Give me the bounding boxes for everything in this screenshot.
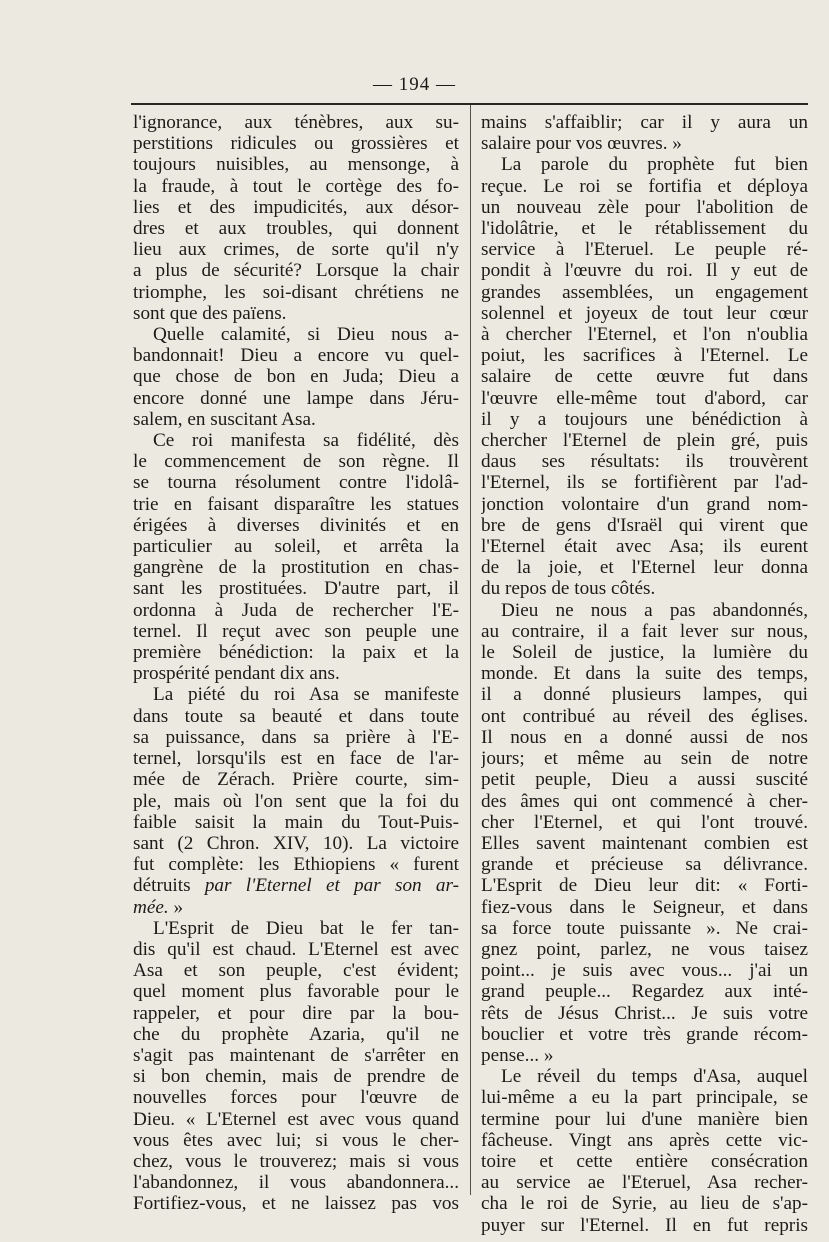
text-line-content: toujours nuisibles, au mensonge, à — [133, 154, 459, 176]
text-line-content: La parole du prophète fut bien — [501, 154, 808, 176]
text-line — [133, 345, 459, 366]
text-line-content: salem, en suscitant Asa. — [133, 408, 316, 430]
text-line-content: La piété du roi Asa se manifeste — [153, 684, 459, 706]
text-line — [481, 684, 808, 705]
text-line — [133, 854, 459, 875]
text-line — [133, 875, 459, 896]
text-line-content: pondit à l'œuvre du roi. Il y eut de — [481, 260, 808, 282]
text-line-content: monde. Et dans la suite des temps, — [481, 663, 808, 685]
text-line — [481, 345, 808, 366]
text-line — [481, 706, 808, 727]
text-line — [133, 409, 459, 430]
text-line — [133, 218, 459, 239]
right-column — [481, 112, 808, 1236]
text-line — [133, 1024, 459, 1045]
text-line — [133, 366, 459, 387]
text-line — [481, 218, 808, 239]
text-line-content: lui-même a eu la part principale, se — [481, 1087, 808, 1109]
text-line-content: le Soleil de justice, la lumière du — [481, 642, 808, 664]
text-line-content: Dieu ne nous a pas abandonnés, — [501, 599, 808, 621]
text-line-content: du repos de tous côtés. — [481, 578, 656, 600]
text-line — [133, 1151, 459, 1172]
text-line — [481, 727, 808, 748]
text-line — [481, 176, 808, 197]
text-line — [481, 939, 808, 960]
text-line-content: détruits — [133, 875, 205, 897]
text-line — [133, 748, 459, 769]
text-line-content: salaire pour vos œuvres. » — [481, 133, 682, 155]
text-line-content: vous êtes avec lui; si vous le cher- — [133, 1129, 459, 1151]
text-line — [481, 918, 808, 939]
text-line-content: sont que des païens. — [133, 302, 287, 324]
text-line — [481, 600, 808, 621]
text-line — [133, 727, 459, 748]
text-line-content: sa force toute puissante ». Ne crai- — [481, 917, 808, 939]
text-line — [133, 621, 459, 642]
text-line-content: pense... » — [481, 1044, 554, 1066]
text-line — [481, 1193, 808, 1214]
text-line — [481, 154, 808, 175]
text-line — [133, 663, 459, 684]
text-line — [481, 451, 808, 472]
text-line-content: gnez point, parlez, ne vous taisez — [481, 938, 808, 960]
text-line — [481, 494, 808, 515]
text-line-content: mains s'affaiblir; car il y aura un — [481, 112, 808, 133]
text-line-content: l'œuvre elle-même tout d'abord, car — [481, 387, 808, 409]
text-line — [133, 1045, 459, 1066]
text-line — [133, 1066, 459, 1087]
text-line-content: Elles savent maintenant combien est — [481, 832, 808, 854]
text-line-content: trie en faisant disparaître les statues — [133, 493, 459, 515]
text-line-content: ordonna à Juda de rechercher l'E- — [133, 599, 459, 621]
text-line — [133, 600, 459, 621]
text-line-content: des âmes qui ont commencé à cher- — [481, 790, 808, 812]
text-line — [133, 112, 459, 133]
text-line-content: daus ses résultats: ils trouvèrent — [481, 451, 808, 473]
text-line — [481, 557, 808, 578]
text-line-content: cha le roi de Syrie, au lieu de s'ap- — [481, 1193, 808, 1215]
italic-quote: par l'Eternel et par son ar- — [204, 875, 459, 897]
text-line-content: la fraude, à tout le cortège des fo- — [133, 175, 459, 197]
text-line — [481, 748, 808, 769]
text-line-content: fâcheuse. Vingt ans après cette vic- — [481, 1129, 808, 1151]
text-line — [481, 1130, 808, 1151]
text-line-content: grand peuple... Regardez aux inté- — [481, 981, 808, 1003]
text-line — [133, 981, 459, 1002]
text-line-content: Le réveil du temps d'Asa, auquel — [501, 1066, 808, 1088]
text-line — [481, 769, 808, 790]
text-line — [481, 1066, 808, 1087]
text-line-content: L'Esprit de Dieu bat le fer tan- — [153, 917, 459, 939]
text-line-content: lies et des impudicités, aux désor- — [133, 196, 459, 218]
text-line — [481, 1215, 808, 1236]
text-line — [133, 324, 459, 345]
text-line — [133, 706, 459, 727]
text-line-content: sant les prostituées. D'autre part, il — [133, 578, 459, 600]
text-line-content: sant (2 Chron. XIV, 10). La victoire — [133, 832, 459, 854]
text-line-content: cher l'Eternel, et qui l'ont trouvé. — [481, 811, 808, 833]
text-line — [133, 494, 459, 515]
text-line-content: à chercher l'Eternel, et l'on n'oublia — [481, 324, 808, 346]
text-line — [481, 981, 808, 1002]
text-line-content: se tourna résolument contre l'idolâ- — [133, 472, 459, 494]
text-line — [481, 133, 808, 154]
text-line — [481, 282, 808, 303]
text-line-content: poiut, les sacrifices à l'Eternel. Le — [481, 345, 808, 367]
text-line-content: Ce roi manifesta sa fidélité, dès — [153, 430, 459, 452]
text-line — [133, 197, 459, 218]
text-line — [481, 833, 808, 854]
text-line — [133, 536, 459, 557]
text-line-content: perstitions ridicules ou grossières et — [133, 133, 459, 155]
text-line-content: ternel, lorsqu'ils est en face de l'ar- — [133, 748, 459, 770]
text-line-content: au contraire, il a fait lever sur nous, — [481, 620, 808, 642]
text-line-content: l'Eternel, ils se fortifièrent par l'ad- — [481, 472, 808, 494]
text-line-content: mée de Zérach. Prière courte, sim- — [133, 769, 459, 791]
text-line — [133, 176, 459, 197]
text-line-content: bre de gens d'Israël qui virent que — [481, 514, 808, 536]
text-line — [133, 684, 459, 705]
text-line — [133, 430, 459, 451]
text-line-content: jours; et même au sein de notre — [481, 748, 808, 770]
text-line-content: l'abandonnez, il vous abandonnera... — [133, 1172, 459, 1194]
text-line-content: solennel et joyeux de tout leur cœur — [481, 302, 808, 324]
text-line-content: érigées à diverses divinités et en — [133, 514, 459, 536]
page-number: — 194 — — [373, 74, 456, 95]
text-line-content: il a donné plusieurs lampes, qui — [481, 684, 808, 706]
text-line-content: jonction volontaire d'un grand nom- — [481, 493, 808, 515]
italic-quote: mée. — [133, 896, 169, 918]
text-line — [481, 897, 808, 918]
text-line-content: point... je suis avec vous... j'ai un — [481, 960, 808, 982]
text-line — [133, 939, 459, 960]
text-line-content: grande et précieuse sa délivrance. — [481, 854, 808, 876]
text-line-content: a plus de sécurité? Lorsque la chair — [133, 260, 459, 282]
text-line-content: sa puissance, dans sa prière à l'E- — [133, 726, 459, 748]
text-line — [481, 854, 808, 875]
text-line — [481, 388, 808, 409]
text-line-content: L'Esprit de Dieu leur dit: « Forti- — [481, 875, 808, 897]
text-line-content: lieu aux crimes, de sorte qu'il n'y — [133, 239, 459, 261]
text-line — [133, 451, 459, 472]
text-line — [481, 324, 808, 345]
text-line-content: toire et cette entière consécration — [481, 1150, 808, 1172]
text-line-content: puyer sur l'Eternel. Il en fut repris — [481, 1214, 808, 1236]
text-line-content: nouvelles forces pour l'œuvre de — [133, 1087, 459, 1109]
text-line — [133, 960, 459, 981]
text-line — [481, 1087, 808, 1108]
text-line-content: ont contribué au réveil des églises. — [481, 705, 808, 727]
text-line-content: fut complète: les Ethiopiens « furent — [133, 854, 459, 876]
text-line — [133, 557, 459, 578]
text-line — [481, 239, 808, 260]
text-line-content: chercher l'Eternel de plein gré, puis — [481, 430, 808, 452]
text-line-content: gangrène de la prostitution en chas- — [133, 557, 459, 579]
text-line — [481, 1151, 808, 1172]
text-line — [481, 472, 808, 493]
text-line — [481, 960, 808, 981]
text-line — [481, 430, 808, 451]
text-line-content: que chose de bon en Juda; Dieu a — [133, 366, 459, 388]
text-line-content: le commencement de son règne. Il — [133, 451, 459, 473]
text-line — [133, 1087, 459, 1108]
text-line-content: reçue. Le roi se fortifia et déploya — [481, 175, 808, 197]
text-line — [133, 1003, 459, 1024]
text-line-content: particulier au soleil, et arrêta la — [133, 536, 459, 558]
text-line — [133, 154, 459, 175]
text-line-content: salaire de cette œuvre fut dans — [481, 366, 808, 388]
text-line — [133, 239, 459, 260]
text-line-content: de la joie, et l'Eternel leur donna — [481, 557, 808, 579]
text-line-content: dres et aux troubles, qui donnent — [133, 218, 459, 240]
text-line-content: bouclier et votre très grande récom- — [481, 1023, 808, 1045]
text-line — [481, 621, 808, 642]
text-line-content: ple, mais où l'on sent que la foi du — [133, 790, 459, 812]
left-column — [133, 112, 459, 1215]
text-line — [481, 366, 808, 387]
text-line-content: ternel. Il reçut avec son peuple une — [133, 620, 459, 642]
text-line — [133, 791, 459, 812]
text-line — [481, 536, 808, 557]
text-line-content: s'agit pas maintenant de s'arrêter en — [133, 1044, 459, 1066]
text-line-content: prospérité pendant dix ans. — [133, 663, 340, 685]
text-line-content: au service ae l'Eteruel, Asa recher- — [481, 1172, 808, 1194]
text-line — [133, 833, 459, 854]
text-line-content: petit peuple, Dieu a aussi suscité — [481, 769, 808, 791]
text-line-content: fiez-vous dans le Seigneur, et dans — [481, 896, 808, 918]
text-line — [481, 409, 808, 430]
text-line — [481, 578, 808, 599]
text-line-content: che du prophète Azaria, qu'il ne — [133, 1023, 459, 1045]
text-line — [133, 769, 459, 790]
text-line — [481, 1109, 808, 1130]
text-line — [481, 1003, 808, 1024]
text-line — [133, 515, 459, 536]
text-line-content: service à l'Eteruel. Le peuple ré- — [481, 239, 808, 261]
text-line — [133, 897, 459, 918]
text-line — [481, 260, 808, 281]
text-line-content: dans toute sa beauté et dans toute — [133, 705, 459, 727]
column-divider — [470, 105, 471, 1195]
text-line-content: Quelle calamité, si Dieu nous a- — [153, 324, 459, 346]
text-line-content: rappeler, et pour dire par la bou- — [133, 1002, 459, 1024]
text-line-content: dis qu'il est chaud. L'Eternel est avec — [133, 938, 459, 960]
text-line — [133, 642, 459, 663]
text-line — [481, 1045, 808, 1066]
text-line-content: si bon chemin, mais de prendre de — [133, 1066, 459, 1088]
text-line — [481, 812, 808, 833]
text-line — [133, 1193, 459, 1214]
closing-quote: » — [168, 896, 184, 918]
text-line-content: l'idolâtrie, et le rétablissement du — [481, 218, 808, 240]
text-line — [481, 642, 808, 663]
text-line-content: première bénédiction: la paix et la — [133, 642, 459, 664]
text-line — [481, 1024, 808, 1045]
text-line — [133, 388, 459, 409]
text-line — [133, 918, 459, 939]
text-line — [481, 303, 808, 324]
text-line — [133, 1172, 459, 1193]
text-line-content: rêts de Jésus Christ... Je suis votre — [481, 1002, 808, 1024]
text-line-content: un nouveau zèle pour l'abolition de — [481, 196, 808, 218]
text-line — [133, 812, 459, 833]
text-line — [481, 791, 808, 812]
text-line — [481, 875, 808, 896]
text-line-content: encore donné une lampe dans Jéru- — [133, 387, 459, 409]
text-line-content: Dieu. « L'Eternel est avec vous quand — [133, 1108, 459, 1130]
text-line — [133, 472, 459, 493]
text-line-content: grandes assemblées, un engagement — [481, 281, 808, 303]
text-line — [133, 260, 459, 281]
text-line-content: l'Eternel était avec Asa; ils eurent — [481, 536, 808, 558]
text-line-content: faible saisit la main du Tout-Puis- — [133, 811, 459, 833]
text-line — [133, 578, 459, 599]
text-line-content: quel moment plus favorable pour le — [133, 981, 459, 1003]
text-line-content: Fortifiez-vous, et ne laissez pas vos — [133, 1193, 459, 1215]
text-line-content: bandonnait! Dieu a encore vu quel- — [133, 345, 459, 367]
text-line — [133, 303, 459, 324]
text-line — [481, 1172, 808, 1193]
text-line-content: triomphe, les soi-disant chrétiens ne — [133, 281, 459, 303]
text-line — [133, 133, 459, 154]
text-line-content: Il nous en a donné aussi de nos — [481, 726, 808, 748]
text-line-content: l'ignorance, aux ténèbres, aux su- — [133, 112, 459, 133]
text-line — [481, 112, 808, 133]
text-line-content: il y a toujours une bénédiction à — [481, 408, 808, 430]
text-line-content: termine pour lui d'une manière bien — [481, 1108, 808, 1130]
text-line — [133, 1130, 459, 1151]
text-line-content: chez, vous le trouverez; mais si vous — [133, 1150, 459, 1172]
text-line-content: Asa et son peuple, c'est évident; — [133, 960, 459, 982]
text-line — [133, 282, 459, 303]
text-line — [481, 663, 808, 684]
text-line — [133, 1109, 459, 1130]
text-line — [481, 515, 808, 536]
text-line — [481, 197, 808, 218]
